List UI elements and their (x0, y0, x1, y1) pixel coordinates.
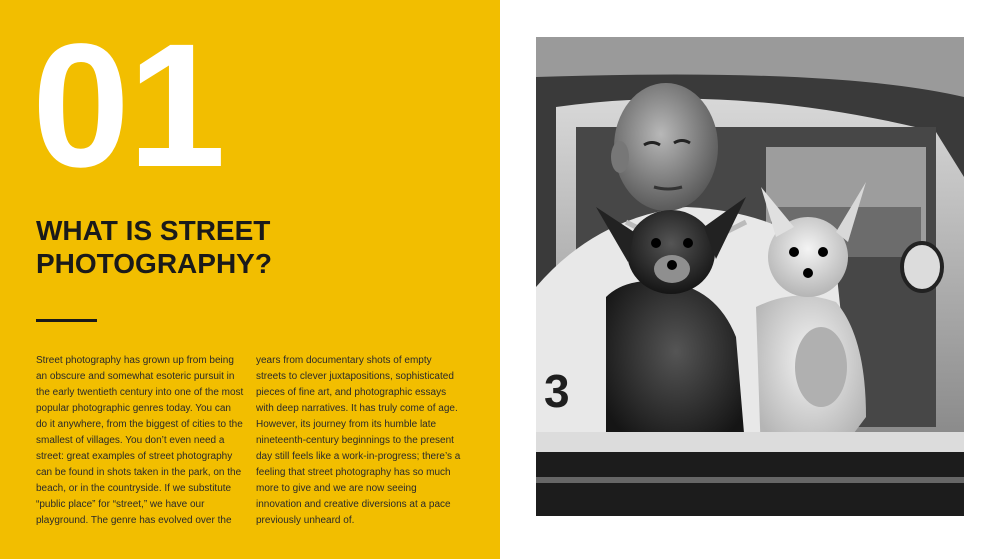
car-door-sill (536, 432, 964, 452)
shirt-number: 3 (544, 365, 570, 417)
man-hand (795, 327, 847, 407)
car-door (536, 452, 964, 516)
light-dog-eye-right (818, 247, 828, 257)
car-door-trim (536, 477, 964, 483)
photograph-man-with-dogs-in-car (536, 37, 964, 516)
man-ear (611, 141, 629, 173)
chapter-title-line-2: PHOTOGRAPHY? (36, 248, 272, 279)
title-rule (36, 319, 97, 322)
side-mirror (902, 243, 942, 291)
man-head (614, 83, 718, 211)
dark-dog-eye-right (683, 238, 693, 248)
light-dog-eye-left (789, 247, 799, 257)
light-dog-nose (803, 268, 813, 278)
chapter-title-line-1: WHAT IS STREET (36, 215, 271, 246)
body-column-1: Street photography has grown up from being an obscure and somewhat esoteric pursuit in the early twentieth century into one of the most popular photographic genres today. You can do it anywhere, from the biggest of cities to the smallest of villages. You don’t even need a street: great examples of street photography can be found in shots taken in the park, on the beach, or in the countryside. If we substitute “public place” for “street,” we have our playground. The genre has evolved over the (36, 355, 244, 526)
dark-dog-nose (667, 260, 677, 270)
chapter-title (36, 214, 336, 280)
body-column-2: years from documentary shots of empty streets to clever juxtapositions, sophisticated pieces of fine art, and photographic essays with deep narratives. It has truly come of age. However, its journey from its humble late nineteenth-century beginnings to the present day still feels like a work-in-progress; there’s a feeling that street photography has so much more to give and we are now seeing innovation and creative diversions at a pace previously unheard of. (256, 355, 461, 526)
dark-dog-eye-left (651, 238, 661, 248)
chapter-number: 01 (32, 8, 224, 204)
